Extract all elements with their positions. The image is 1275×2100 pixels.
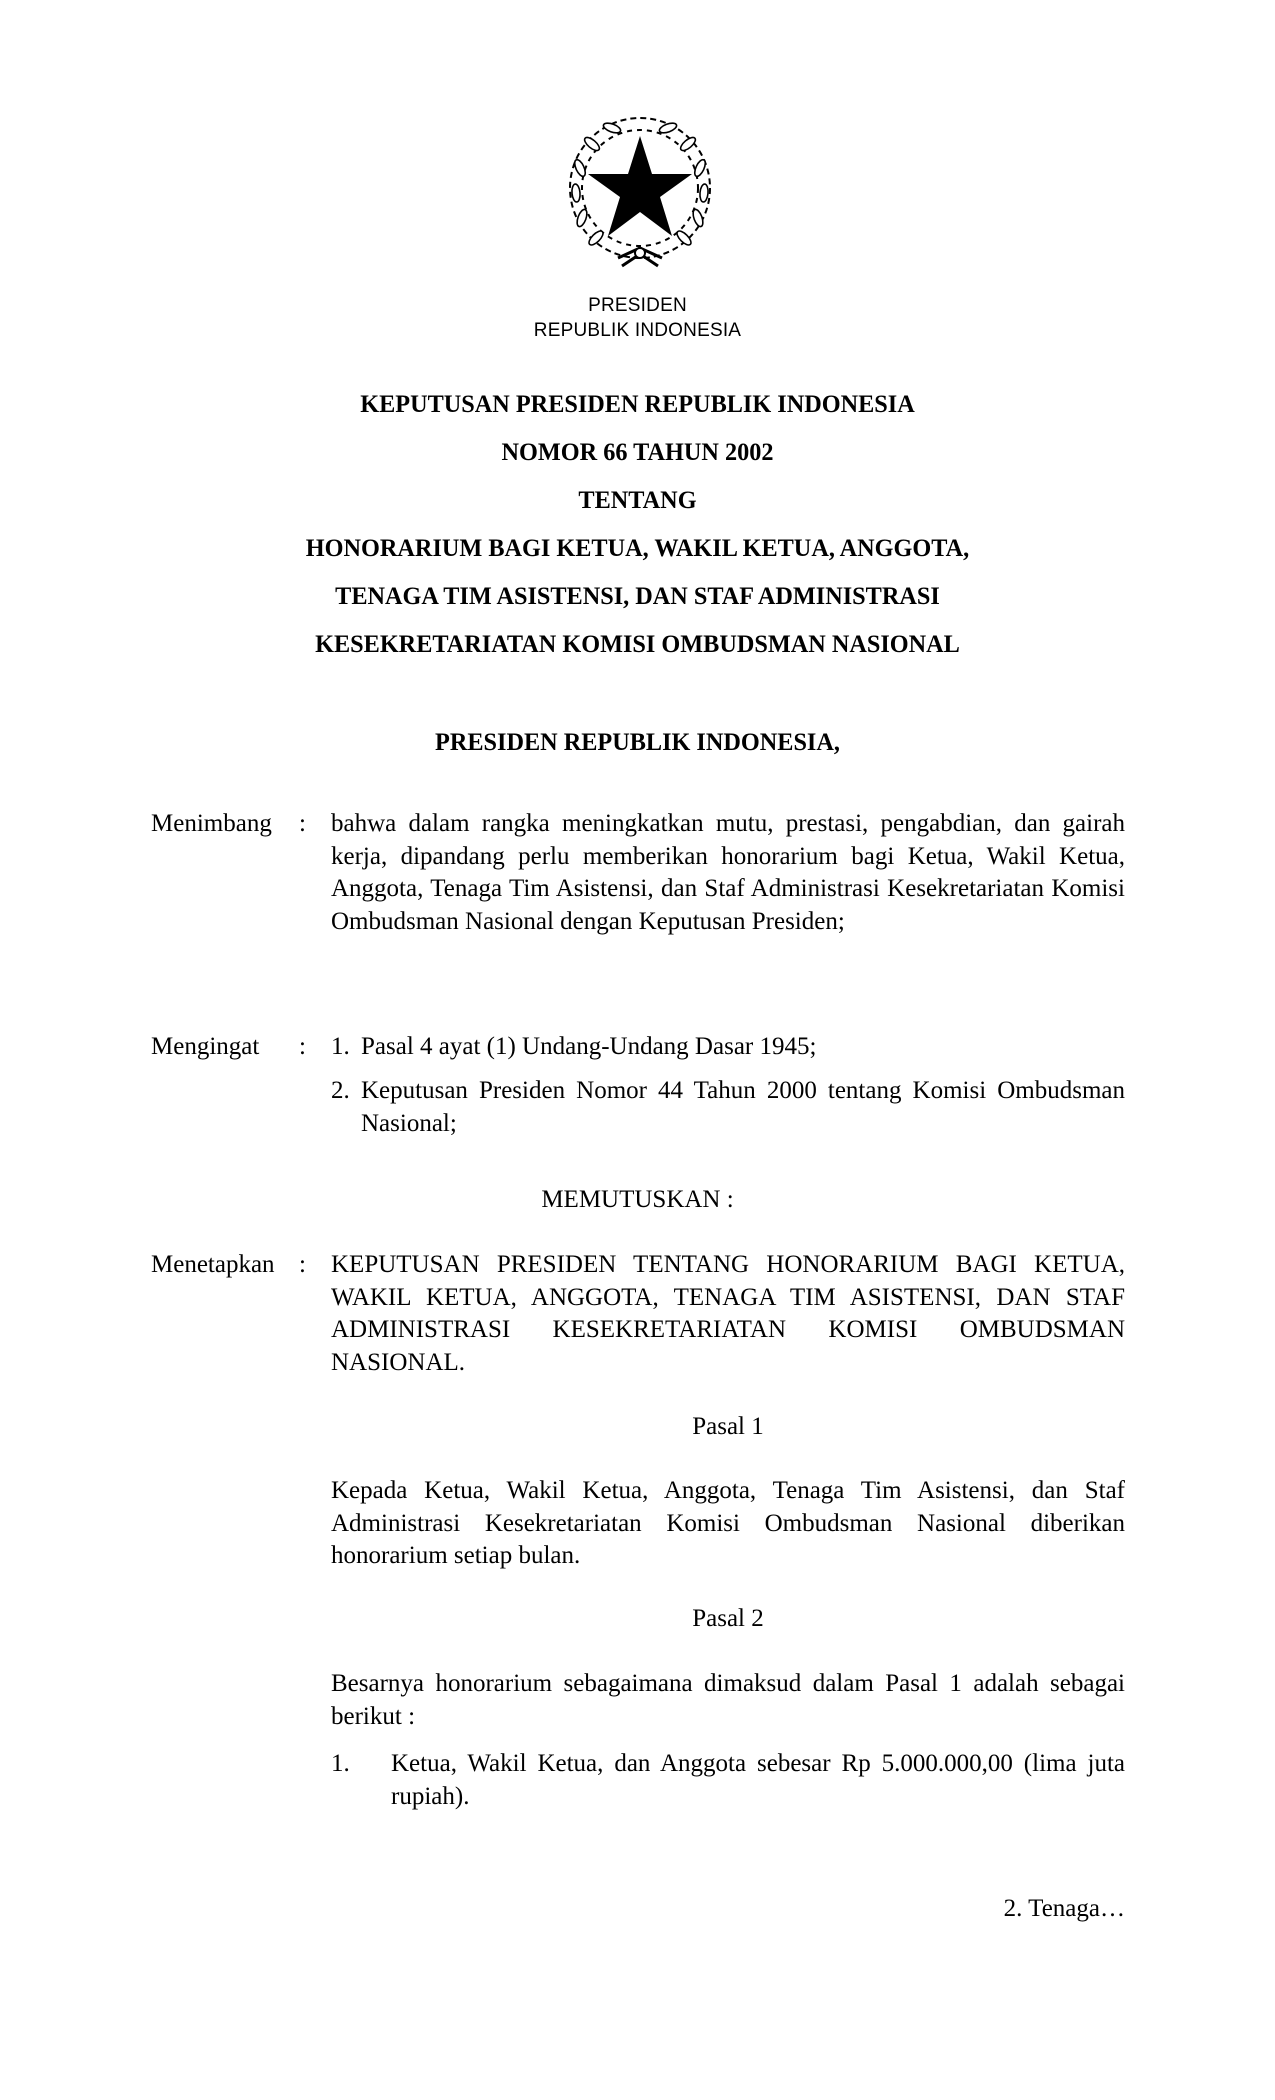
pasal-2-intro: Besarnya honorarium sebagaimana dimaksud dalam Pasal 1 adalah sebagai berikut :: [331, 1670, 1125, 1730]
pasal-1-text: Kepada Ketua, Wakil Ketua, Anggota, Tenaga Tim Asistensi, dan Staf Administrasi Kesekretariatan Komisi Ombudsman Nasional diberikan honorarium setiap bulan.: [331, 1477, 1125, 1569]
menimbang-colon: :: [299, 810, 306, 837]
letterhead-line-2: REPUBLIK INDONESIA: [533, 320, 742, 341]
pasal-1-heading: Pasal 1: [692, 1413, 764, 1440]
decree-title: KEPUTUSAN PRESIDEN REPUBLIK INDONESIA: [360, 391, 915, 418]
letterhead-line-1: PRESIDEN: [588, 295, 687, 316]
decree-subject-line-3: KESEKRETARIATAN KOMISI OMBUDSMAN NASIONAL: [315, 631, 960, 658]
state-emblem-icon: [560, 108, 720, 278]
mengingat-colon: :: [299, 1033, 306, 1060]
mengingat-item-1-number: 1.: [331, 1033, 350, 1060]
mengingat-item-1: [331, 1031, 1125, 1064]
issuer-heading: PRESIDEN REPUBLIK INDONESIA,: [435, 729, 840, 756]
mengingat-item-2: [331, 1075, 1125, 1140]
decree-subject-line-1: HONORARIUM BAGI KETUA, WAKIL KETUA, ANGGOTA,: [305, 535, 970, 562]
pasal-2-item-1-text: Ketua, Wakil Ketua, dan Anggota sebesar Rp 5.000.000,00 (lima juta rupiah).: [391, 1750, 1125, 1810]
decree-subject-line-2: TENAGA TIM ASISTENSI, DAN STAF ADMINISTRASI: [335, 583, 940, 610]
memutuskan-heading: MEMUTUSKAN :: [541, 1186, 734, 1213]
menetapkan-label: Menetapkan: [151, 1251, 275, 1278]
mengingat-label: Mengingat: [151, 1033, 260, 1060]
decree-tentang: TENTANG: [578, 487, 697, 514]
menetapkan-text: KEPUTUSAN PRESIDEN TENTANG HONORARIUM BAGI KETUA, WAKIL KETUA, ANGGOTA, TENAGA TIM ASISTENSI, DAN STAF ADMINISTRASI KESEKRETARIATAN KOMISI OMBUDSMAN NASIONAL.: [331, 1251, 1125, 1376]
mengingat-item-1-text: Pasal 4 ayat (1) Undang-Undang Dasar 1945;: [361, 1033, 817, 1060]
pasal-2-heading: Pasal 2: [692, 1605, 764, 1632]
pasal-2-item-1-number: 1.: [331, 1750, 350, 1777]
menimbang-text: bahwa dalam rangka meningkatkan mutu, prestasi, pengabdian, dan gairah kerja, dipandang perlu memberikan honorarium bagi Ketua, Wakil Ketua, Anggota, Tenaga Tim Asistensi, dan Staf Administrasi Kesekretariatan Komisi Ombudsman Nasional dengan Keputusan Presiden;: [331, 810, 1125, 935]
menetapkan-colon: :: [299, 1251, 306, 1278]
pasal-2-item-1: [331, 1748, 1125, 1813]
decree-number: NOMOR 66 TAHUN 2002: [501, 439, 774, 466]
page-continuation: 2. Tenaga…: [1003, 1895, 1125, 1922]
mengingat-item-2-number: 2.: [331, 1077, 350, 1104]
mengingat-item-2-text: Keputusan Presiden Nomor 44 Tahun 2000 tentang Komisi Ombudsman Nasional;: [361, 1077, 1125, 1137]
menimbang-label: Menimbang: [151, 810, 272, 837]
